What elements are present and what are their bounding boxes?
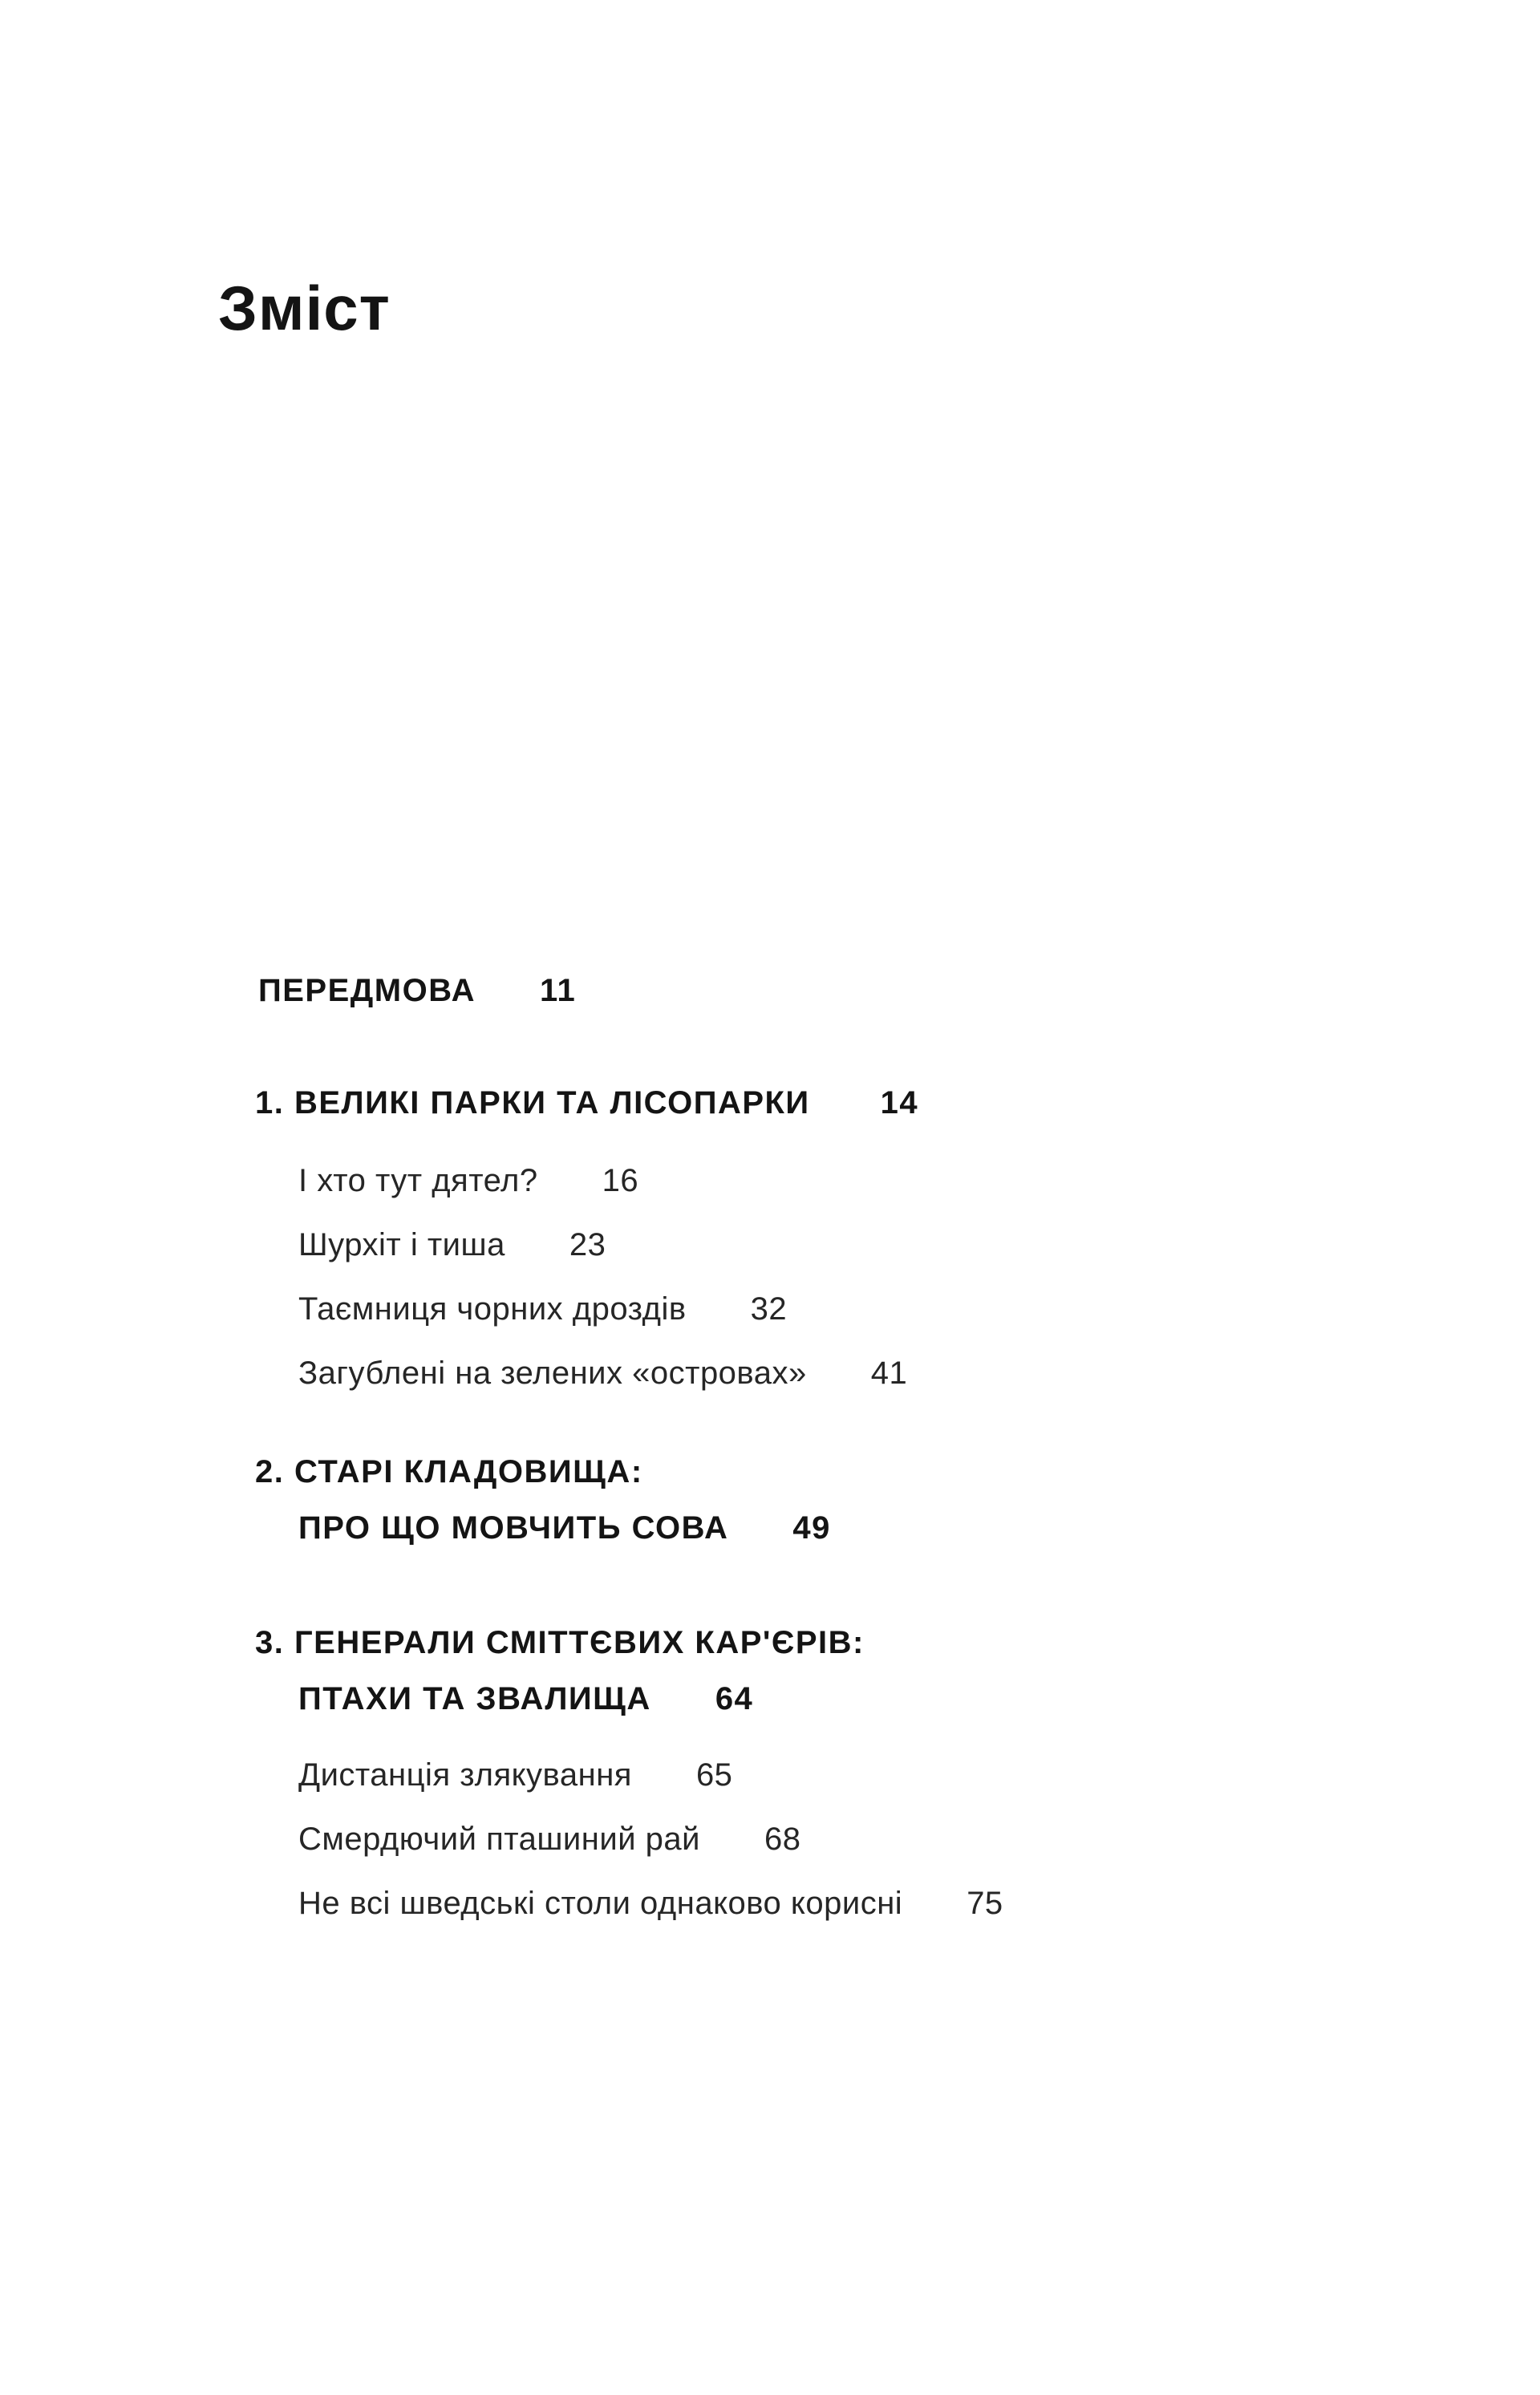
- toc-page-number: 64: [715, 1681, 754, 1716]
- toc-page-number: 68: [764, 1822, 801, 1857]
- toc-section[interactable]: [298, 1293, 787, 1325]
- toc-page-number: 23: [569, 1227, 606, 1262]
- toc-entry-label: Не всі шведські столи однаково корисні: [298, 1886, 903, 1921]
- toc-chapter-2-subtitle[interactable]: [298, 1512, 831, 1544]
- toc-section[interactable]: [298, 1759, 732, 1791]
- toc-entry-label: ПТАХИ ТА ЗВАЛИЩА: [298, 1681, 651, 1716]
- toc-chapter-2[interactable]: [255, 1456, 643, 1488]
- toc-section[interactable]: [298, 1887, 1003, 1919]
- toc-entry-label: Загублені на зелених «островах»: [298, 1356, 807, 1391]
- toc-entry-label: І хто тут дятел?: [298, 1163, 538, 1198]
- toc-page-number: 14: [880, 1085, 919, 1121]
- toc-entry-label: Шурхіт і тиша: [298, 1227, 505, 1262]
- toc-page-number: 75: [967, 1886, 1003, 1921]
- toc-entry-label: 1. ВЕЛИКІ ПАРКИ ТА ЛІСОПАРКИ: [255, 1085, 810, 1121]
- toc-chapter-3[interactable]: [255, 1627, 865, 1659]
- toc-entry-label: Дистанція злякування: [298, 1757, 632, 1793]
- toc-page-number: 65: [695, 1757, 733, 1793]
- toc-preface[interactable]: [258, 975, 576, 1007]
- toc-page-number: 16: [602, 1163, 639, 1198]
- toc-entry-label: 2. СТАРІ КЛАДОВИЩА:: [255, 1454, 643, 1489]
- toc-section[interactable]: [298, 1357, 907, 1389]
- toc-entry-label: ПЕРЕДМОВА: [258, 973, 476, 1008]
- toc-page-number: 49: [792, 1510, 831, 1546]
- toc-entry-label: Смердючий пташиний рай: [298, 1822, 700, 1857]
- toc-section[interactable]: [298, 1165, 638, 1197]
- toc-page-number: 41: [870, 1356, 908, 1391]
- page-title: Зміст: [218, 273, 391, 343]
- toc-chapter-1[interactable]: [255, 1087, 918, 1119]
- toc-section[interactable]: [298, 1823, 801, 1855]
- toc-entry-label: ПРО ЩО МОВЧИТЬ СОВА: [298, 1510, 729, 1546]
- toc-page-number: 11: [540, 973, 577, 1008]
- toc-chapter-3-subtitle[interactable]: [298, 1683, 753, 1715]
- toc-page-number: 32: [750, 1291, 788, 1327]
- toc-entry-label: 3. ГЕНЕРАЛИ СМІТТЄВИХ КАР'ЄРІВ:: [255, 1625, 865, 1660]
- toc-section[interactable]: [298, 1229, 606, 1261]
- toc-entry-label: Таємниця чорних дроздів: [298, 1291, 687, 1327]
